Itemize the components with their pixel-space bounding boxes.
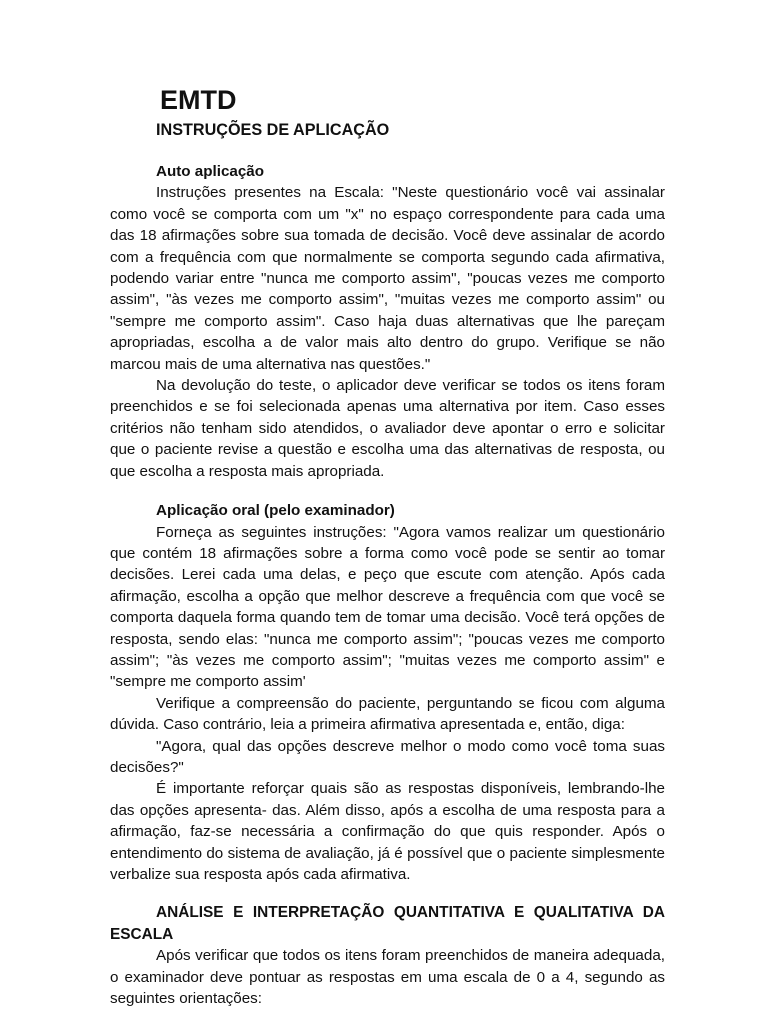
section-title-aplicacao-oral: Aplicação oral (pelo examinador) [156, 502, 395, 520]
paragraph: É importante reforçar quais são as respostas disponíveis, lembrando-lhe das opções apresenta- das. Além disso, após a escolha de uma resposta para a afirmação, faz-se necessária a confirmação do que quis responder. Após o entendimento do sistema de avaliação, já é possível que o paciente simplesmente verbalize sua resposta após cada afirmativa. [110, 780, 665, 883]
paragraph: Instruções presentes na Escala: "Neste questionário você vai assinalar como você se comporta com um "x" no espaço correspondente para cada uma das 18 afirmações sobre sua tomada de decisão. Você deve assinalar de acordo com a frequência com que normalmente se comporta segundo cada afirmativa, podendo variar entre "nunca me comporto assim", "poucas vezes me comporto assim", "às vezes me comporto assim", "muitas vezes me comporto assim" ou "sempre me comporto assim". Caso haja duas alternativas que lhe pareçam apropriadas, escolha a de valor mais alto dentro do grupo. Verifique se não marcou mais de uma alternativa nas questões." [110, 184, 665, 373]
paragraph: Forneça as seguintes instruções: "Agora vamos realizar um questionário que contém 18 afirmações sobre a forma como você pode se sentir ao tomar decisões. Lerei cada uma delas, e peço que escute com atenção. Após cada afirmação, escolha a opção que melhor descreve a frequência com que você se comporta daquela forma quando tem de tomar uma decisão. Você terá opções de resposta, sendo elas: "nunca me comporto assim"; "poucas vezes me comporto assim"; "às vezes me comporto assim"; "muitas vezes me comporto assim" e "sempre me comporto assim' [110, 523, 665, 691]
document-title: EMTD [160, 85, 237, 115]
section-title-analise: ANÁLISE E INTERPRETAÇÃO QUANTITATIVA E QUALITATIVA DA ESCALA [110, 904, 665, 943]
paragraph: Verifique a compreensão do paciente, perguntando se ficou com alguma dúvida. Caso contrário, leia a primeira afirmativa apresentada e, então, diga: [110, 694, 665, 734]
document-page [110, 84, 665, 1009]
paragraph: Após verificar que todos os itens foram preenchidos de maneira adequada, o examinador deve pontuar as respostas em uma escala de 0 a 4, segundo as seguintes orientações: [110, 947, 665, 1008]
paragraph: Na devolução do teste, o aplicador deve verificar se todos os itens foram preenchidos e se foi selecionada apenas uma alternativa por item. Caso esses critérios não tenham sido atendidos, o avaliador deve apontar o erro e solicitar que o paciente revise a questão e escolha uma das alternativas de resposta, ou que escolha a resposta mais apropriada. [110, 377, 665, 480]
paragraph: "Agora, qual das opções descreve melhor o modo como você toma suas decisões?" [110, 737, 665, 776]
section-title-auto-aplicacao: Auto aplicação [156, 163, 265, 180]
instructions-heading: INSTRUÇÕES DE APLICAÇÃO [156, 121, 390, 139]
